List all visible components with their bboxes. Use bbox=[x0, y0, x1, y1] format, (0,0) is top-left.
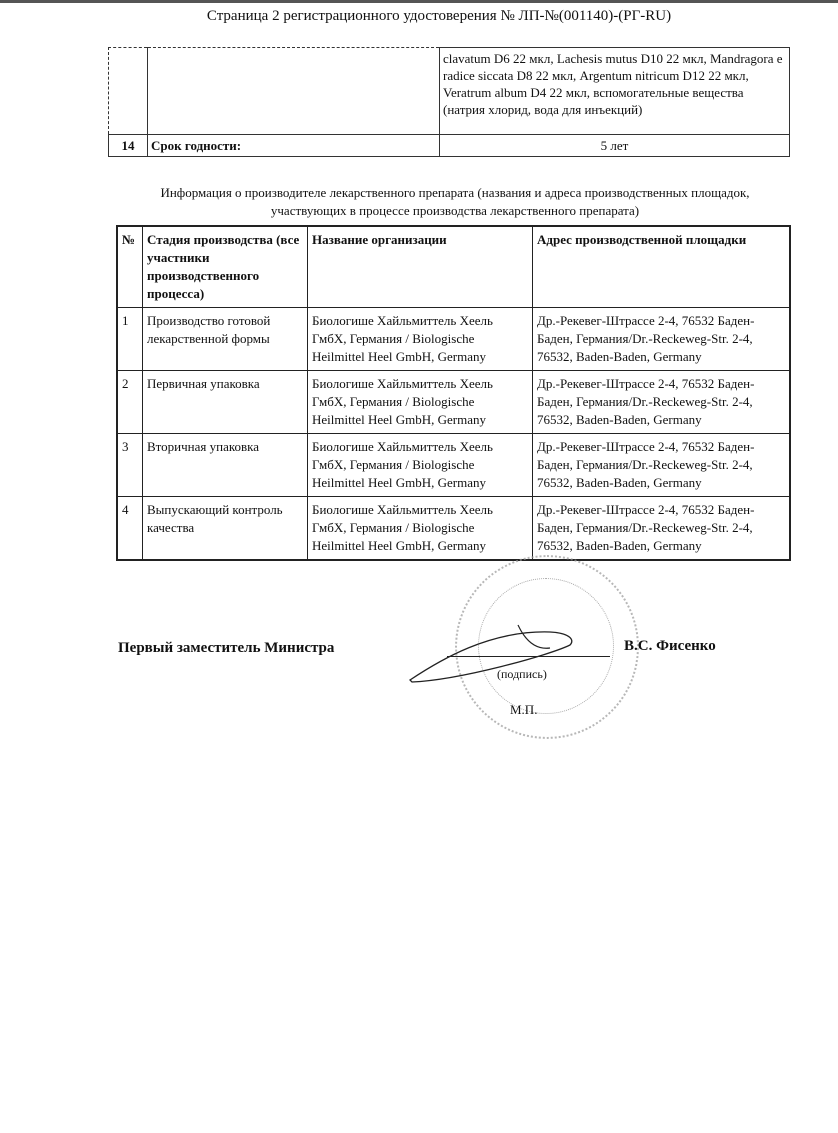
manufacturer-info-heading bbox=[110, 184, 800, 220]
heading-line: участвующих в процессе производства лекарственного препарата) bbox=[270, 203, 640, 218]
shelf-life-label: Срок годности: bbox=[148, 135, 440, 157]
table-row bbox=[117, 308, 790, 371]
seal-caption: М.П. bbox=[510, 702, 538, 717]
row-stage: Производство готовой лекарственной формы bbox=[143, 308, 308, 371]
table-row bbox=[117, 434, 790, 497]
heading-line: Информация о производителе лекарственного препарата (названия и адреса производственных площадок, bbox=[160, 185, 750, 200]
row-address: Др.-Рекевег-Штрассе 2-4, 76532 Баден-Баден, Германия/Dr.-Reckeweg-Str. 2-4, 76532, Baden-Baden, Germany bbox=[533, 434, 791, 497]
row-stage: Первичная упаковка bbox=[143, 371, 308, 434]
table-row bbox=[117, 497, 790, 561]
composition-table bbox=[108, 47, 790, 157]
signatory-name: В.С. Фисенко bbox=[624, 638, 716, 654]
col-organization: Название организации bbox=[308, 226, 533, 308]
row-stage: Выпускающий контроль качества bbox=[143, 497, 308, 561]
row-organization: Биологише Хайльмиттель Хеель ГмбХ, Германия / Biologische Heilmittel Heel GmbH, Germany bbox=[308, 371, 533, 434]
col-number: № bbox=[117, 226, 143, 308]
empty-number-cell bbox=[109, 48, 148, 135]
col-address: Адрес производственной площадки bbox=[533, 226, 791, 308]
row-number: 2 bbox=[117, 371, 143, 434]
empty-label-cell bbox=[148, 48, 440, 135]
signature-caption: (подпись) bbox=[497, 667, 547, 681]
page-title: Страница 2 регистрационного удостоверения № ЛП-№(001140)-(РГ-RU) bbox=[206, 8, 672, 24]
row-address: Др.-Рекевег-Штрассе 2-4, 76532 Баден-Баден, Германия/Dr.-Reckeweg-Str. 2-4, 76532, Baden-Baden, Germany bbox=[533, 308, 791, 371]
composition-cell: clavatum D6 22 мкл, Lachesis mutus D10 22 мкл, Mandragora e radice siccata D8 22 мкл, Argentum nitricum D12 22 мкл, Veratrum album D4 22 мкл, вспомогательные вещества (натрия хлорид, вода для инъекций) bbox=[440, 48, 790, 135]
row-number: 1 bbox=[117, 308, 143, 371]
row-address: Др.-Рекевег-Штрассе 2-4, 76532 Баден-Баден, Германия/Dr.-Reckeweg-Str. 2-4, 76532, Baden-Baden, Germany bbox=[533, 371, 791, 434]
row-number: 4 bbox=[117, 497, 143, 561]
scan-top-border bbox=[0, 0, 838, 3]
row-stage: Вторичная упаковка bbox=[143, 434, 308, 497]
shelf-life-value: 5 лет bbox=[440, 135, 790, 157]
row-organization: Биологише Хайльмиттель Хеель ГмбХ, Германия / Biologische Heilmittel Heel GmbH, Germany bbox=[308, 434, 533, 497]
row-address: Др.-Рекевег-Штрассе 2-4, 76532 Баден-Баден, Германия/Dr.-Reckeweg-Str. 2-4, 76532, Baden-Baden, Germany bbox=[533, 497, 791, 561]
row-number: 3 bbox=[117, 434, 143, 497]
table-row bbox=[117, 371, 790, 434]
row-number: 14 bbox=[109, 135, 148, 157]
table-header-row bbox=[117, 226, 790, 308]
row-organization: Биологише Хайльмиттель Хеель ГмбХ, Германия / Biologische Heilmittel Heel GmbH, Germany bbox=[308, 308, 533, 371]
signature-line bbox=[447, 656, 610, 657]
manufacturer-table bbox=[116, 225, 791, 561]
signatory-position: Первый заместитель Министра bbox=[118, 640, 335, 656]
row-organization: Биологише Хайльмиттель Хеель ГмбХ, Германия / Biologische Heilmittel Heel GmbH, Germany bbox=[308, 497, 533, 561]
col-stage: Стадия производства (все участники производственного процесса) bbox=[143, 226, 308, 308]
